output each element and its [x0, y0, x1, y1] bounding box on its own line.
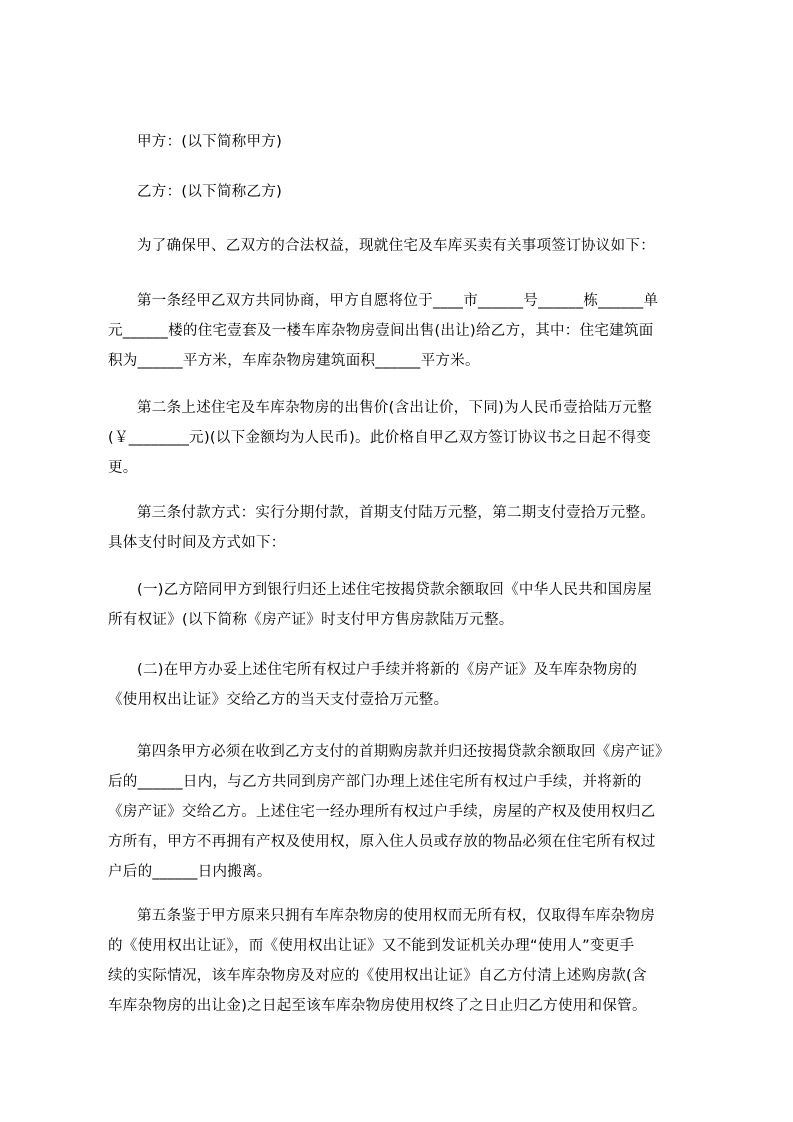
article-4-line: 第四条甲方必须在收到乙方支付的首期购房款并归还按揭贷款余额取回《房产证》 — [137, 744, 670, 760]
article-4-line: 方所有，甲方不再拥有产权及使用权，原入住人员或存放的物品必须在住宅所有权过 — [108, 834, 656, 850]
article-1-line: 元______楼的住宅壹套及一楼车库杂物房壹间出售(出让)给乙方，其中：住宅建筑面 — [108, 323, 654, 339]
payment-item-1 — [108, 575, 700, 635]
article-3-line: 具体支付时间及方式如下： — [108, 535, 286, 551]
article-1 — [108, 286, 700, 376]
party-a-text: 甲方：(以下简称甲方) — [137, 134, 283, 150]
article-3-line: 第三条付款方式：实行分期付款，首期支付陆万元整，第二期支付壹拾万元整。 — [137, 505, 655, 521]
payment-item-2 — [108, 655, 700, 715]
article-5-line: 车库杂物房的出让金)之日起至该车库杂物房使用权终了之日止归乙方使用和保管。 — [108, 998, 647, 1014]
article-1-line: 积为______平方米，车库杂物房建筑面积______平方米。 — [108, 353, 480, 369]
article-4-line: 《房产证》交给乙方。上述住宅一经办理所有权过户手续，房屋的产权及使用权归乙 — [108, 804, 656, 820]
article-5-line: 的《使用权出让证》，而《使用权出让证》又不能到发证机关办理“使用人”变更手 — [108, 938, 635, 954]
article-2 — [108, 393, 700, 483]
payment-item-2-line: 《使用权出让证》交给乙方的当天支付壹拾万元整。 — [108, 692, 449, 708]
article-2-line: (￥________元)(以下金额均为人民币)。此价格自甲乙双方签订协议书之日起不得变 — [108, 430, 652, 446]
party-a-line — [108, 127, 700, 157]
article-4 — [108, 737, 700, 887]
article-4-line: 后的______日内，与乙方共同到房产部门办理上述住宅所有权过户手续，并将新的 — [108, 774, 642, 790]
payment-item-1-line: 所有权证》(以下简称《房产证》时支付甲方售房款陆万元整。 — [108, 612, 514, 628]
article-3 — [108, 498, 700, 558]
payment-item-2-line: (二)在甲方办妥上述住宅所有权过户手续并将新的《房产证》及车库杂物房的 — [137, 662, 638, 678]
party-b-line — [108, 177, 700, 207]
intro-paragraph — [108, 231, 700, 261]
article-2-line: 更。 — [108, 460, 138, 476]
article-5 — [108, 901, 700, 1021]
party-b-text: 乙方：(以下简称乙方) — [137, 184, 283, 200]
article-2-line: 第二条上述住宅及车库杂物房的出售价(含出让价，下同)为人民币壹拾陆万元整 — [137, 400, 653, 416]
payment-item-1-line: (一)乙方陪同甲方到银行归还上述住宅按揭贷款余额取回《中华人民共和国房屋 — [137, 582, 653, 598]
article-4-line: 户后的______日内搬离。 — [108, 864, 272, 880]
article-5-line: 续的实际情况，该车库杂物房及对应的《使用权出让证》自乙方付清上述购房款(含 — [108, 968, 647, 984]
intro-text: 为了确保甲、乙双方的合法权益，现就住宅及车库买卖有关事项签订协议如下： — [137, 238, 655, 254]
article-5-line: 第五条鉴于甲方原来只拥有车库杂物房的使用权而无所有权，仅取得车库杂物房 — [137, 908, 655, 924]
article-1-line: 第一条经甲乙双方共同协商，甲方自愿将位于____市______号______栋______单 — [137, 293, 659, 309]
